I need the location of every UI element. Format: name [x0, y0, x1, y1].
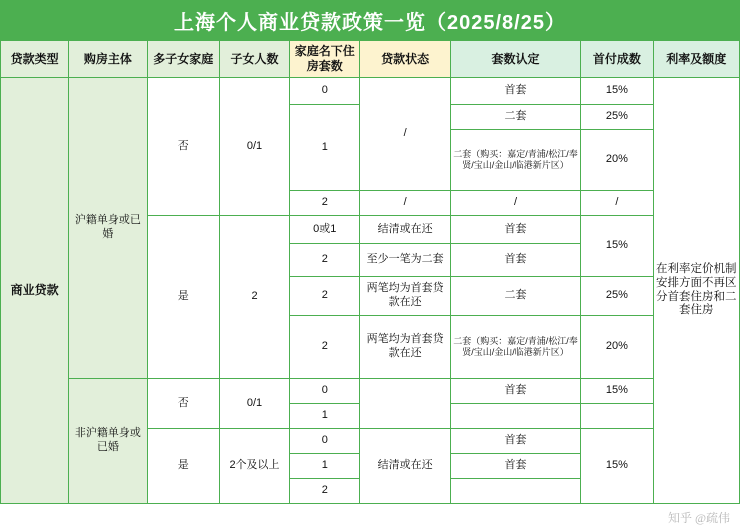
cell-houses: 1 [290, 105, 360, 191]
cell-houses: 0 [290, 429, 360, 454]
cell-loan-type: 商业贷款 [1, 78, 69, 504]
cell-down-payment: 15% [581, 216, 653, 277]
cell-down-payment [581, 404, 653, 429]
cell-houses: 1 [290, 404, 360, 429]
cell-children: 0/1 [219, 379, 289, 429]
watermark: 知乎 @疏伟 [667, 511, 730, 525]
cell-houses: 2 [290, 244, 360, 277]
cell-buyer-non-hu: 非沪籍单身或已婚 [69, 379, 147, 504]
cell-loan-status: / [360, 191, 450, 216]
col-multi-child: 多子女家庭 [147, 41, 219, 78]
cell-multi-child: 是 [147, 429, 219, 504]
cell-recognition: 二套 [450, 277, 581, 316]
col-children: 子女人数 [219, 41, 289, 78]
col-loan-status: 贷款状态 [360, 41, 450, 78]
col-rate: 利率及额度 [653, 41, 739, 78]
col-recognition: 套数认定 [450, 41, 581, 78]
cell-down-payment: 15% [581, 78, 653, 105]
cell-recognition: 首套 [450, 454, 581, 479]
cell-houses: 0 [290, 78, 360, 105]
cell-houses: 2 [290, 479, 360, 504]
col-down-payment: 首付成数 [581, 41, 653, 78]
cell-rate-note: 在利率定价机制安排方面不再区分首套住房和二套住房 [653, 78, 739, 504]
cell-recognition: 二套（购买：嘉定/青浦/松江/奉贤/宝山/金山/临港新片区） [450, 130, 581, 191]
col-buyer: 购房主体 [69, 41, 147, 78]
cell-recognition: 首套 [450, 379, 581, 404]
policy-table [0, 40, 740, 504]
cell-houses: 2 [290, 277, 360, 316]
cell-houses: 0或1 [290, 216, 360, 244]
table-header-row [1, 41, 740, 78]
cell-houses: 2 [290, 191, 360, 216]
cell-children: 0/1 [219, 78, 289, 216]
cell-down-payment: 20% [581, 316, 653, 379]
cell-recognition [450, 404, 581, 429]
cell-down-payment: 20% [581, 130, 653, 191]
cell-recognition: 二套（购买：嘉定/青浦/松江/奉贤/宝山/金山/临港新片区） [450, 316, 581, 379]
cell-loan-status: 结清或在还 [360, 429, 450, 504]
cell-children: 2 [219, 216, 289, 379]
cell-houses: 0 [290, 379, 360, 404]
cell-recognition: 首套 [450, 244, 581, 277]
cell-houses: 1 [290, 454, 360, 479]
table-row [1, 78, 740, 105]
col-loan-type: 贷款类型 [1, 41, 69, 78]
cell-loan-status: 两笔均为首套贷款在还 [360, 316, 450, 379]
cell-loan-status: 两笔均为首套贷款在还 [360, 277, 450, 316]
cell-recognition: 首套 [450, 216, 581, 244]
table-row [1, 379, 740, 404]
cell-recognition: / [450, 191, 581, 216]
cell-multi-child: 否 [147, 78, 219, 216]
cell-multi-child: 否 [147, 379, 219, 429]
cell-recognition: 二套 [450, 105, 581, 130]
cell-down-payment: 25% [581, 277, 653, 316]
cell-loan-status: / [360, 78, 450, 191]
cell-recognition: 首套 [450, 78, 581, 105]
cell-down-payment: 15% [581, 379, 653, 404]
page-title: 上海个人商业贷款政策一览（2025/8/25） [0, 0, 740, 40]
cell-down-payment: / [581, 191, 653, 216]
cell-houses: 2 [290, 316, 360, 379]
cell-loan-status: 至少一笔为二套 [360, 244, 450, 277]
cell-down-payment: 15% [581, 429, 653, 504]
cell-recognition [450, 479, 581, 504]
cell-children: 2个及以上 [219, 429, 289, 504]
cell-loan-status: 结清或在还 [360, 216, 450, 244]
cell-buyer-hu: 沪籍单身或已婚 [69, 78, 147, 379]
col-houses: 家庭名下住房套数 [290, 41, 360, 78]
cell-recognition: 首套 [450, 429, 581, 454]
cell-multi-child: 是 [147, 216, 219, 379]
cell-down-payment: 25% [581, 105, 653, 130]
cell-loan-status [360, 379, 450, 429]
